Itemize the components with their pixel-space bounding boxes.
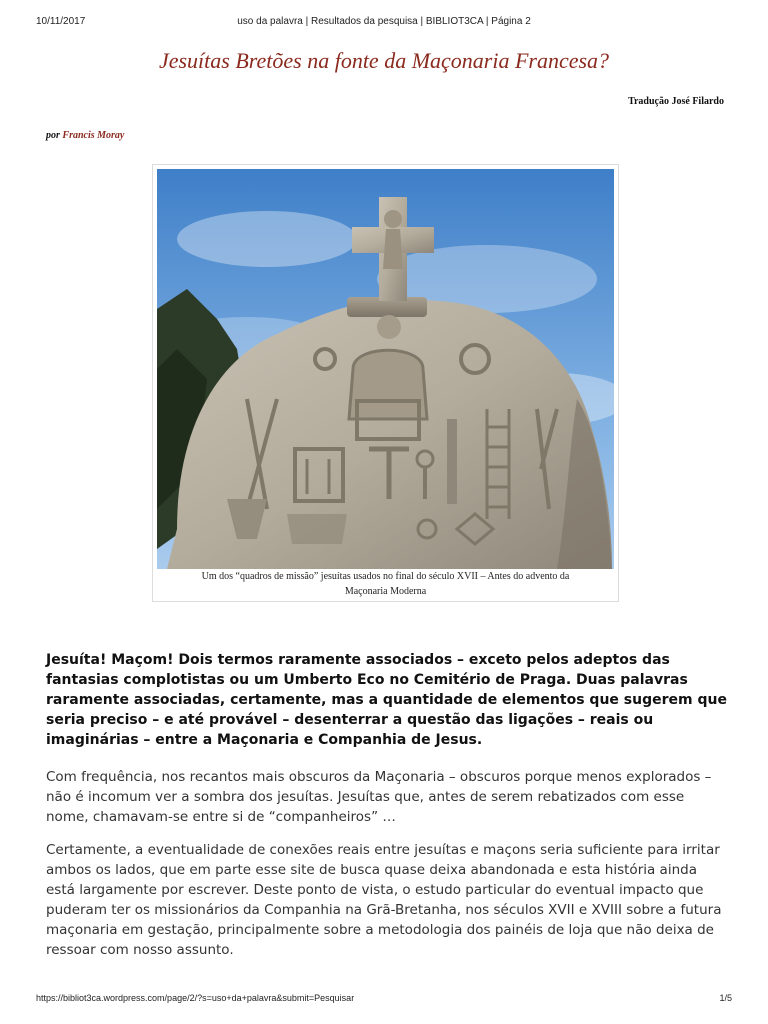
print-url: https://bibliot3ca.wordpress.com/page/2/?s=uso+da+palavra&submit=Pesquisar	[36, 993, 355, 1003]
stone-calvary-image[interactable]	[157, 169, 614, 569]
translator-credit: Tradução José Filardo	[628, 96, 724, 107]
print-page-title: uso da palavra | Resultados da pesquisa | BIBLIOT3CA | Página 2	[237, 16, 531, 27]
figure-caption	[157, 569, 614, 599]
article-title[interactable]: Jesuítas Bretões na fonte da Maçonaria Francesa?	[158, 48, 610, 73]
lead-paragraph: Jesuíta! Maçom! Dois termos raramente associados – exceto pelos adeptos das fantasias complotistas ou um Umberto Eco no Cemitério de Praga. Duas palavras raramente associadas, certamente, mas a quantidade de elementos que sugerem que seria preciso – e até provável – desenterrar a questão das ligações – reais ou imaginárias – entre a Maçonaria e Companhia de Jesus.	[46, 652, 727, 748]
body-paragraph-2: Certamente, a eventualidade de conexões reais entre jesuítas e maçons seria suficiente para irritar ambos os lados, que em parte esse site de busca quase deixa abandonada e esta história ainda está largamente por escrever. Deste ponto de vista, o estudo particular do eventual impacto que puderam ter os missionários da Companhia na Grã-Bretanha, nos séculos XVII e XVIII sobre a futura maçonaria em gestação, principalmente sobre a metodologia dos painéis de loja que não deixa de ressoar com nosso assunto.	[46, 842, 722, 958]
figure-caption-line2: Maçonaria Moderna	[344, 586, 427, 597]
article-figure	[152, 164, 619, 602]
author-link[interactable]: Francis Moray	[62, 130, 125, 141]
print-header	[0, 16, 768, 30]
byline-prefix: por	[46, 130, 60, 141]
figure-caption-line1: Um dos “quadros de missão” jesuítas usados no final do século XVII – Antes do advento da	[201, 571, 570, 582]
print-footer	[0, 993, 768, 1007]
print-date: 10/11/2017	[36, 16, 86, 27]
byline	[46, 130, 124, 141]
body-paragraph-1: Com frequência, nos recantos mais obscuros da Maçonaria – obscuros porque menos explorados – não é incomum ver a sombra dos jesuítas. Jesuítas que, antes de serem rebatizados com esse nome, chamavam-se entre si de “companheiros” …	[46, 769, 712, 825]
print-page-number: 1/5	[719, 993, 732, 1003]
